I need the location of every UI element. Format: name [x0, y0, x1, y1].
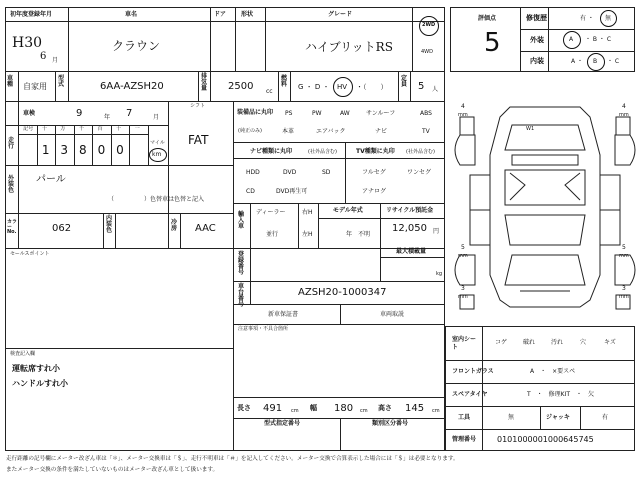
length-value: 491	[263, 403, 283, 414]
mileage-digit-header: 千	[79, 126, 85, 132]
ext-color-value: パール	[36, 174, 66, 185]
repair-label: 修復歴	[526, 14, 547, 22]
fuel-options: G ・ D ・	[298, 83, 330, 91]
inspection-month-unit: 月	[153, 114, 160, 121]
color-no-label: カラーNo.	[7, 219, 18, 235]
model-label: 型式	[58, 75, 65, 88]
chassis-value: AZSH20-1000347	[298, 287, 387, 298]
equipment-option: ABS	[420, 110, 432, 117]
month-unit: 月	[52, 57, 59, 64]
interior-sheet-item: 破れ	[523, 339, 536, 346]
diagram-num-tl: 4	[461, 103, 465, 110]
interior-sheet-item: 汚れ	[551, 339, 564, 346]
mileage-digit-header: 万	[60, 126, 66, 132]
control-label: 管理番号	[452, 436, 477, 443]
width-label: 幅	[310, 404, 317, 412]
length-label: 長さ	[237, 404, 251, 412]
import-right: 右H	[302, 209, 313, 216]
length-unit: cm	[291, 408, 299, 414]
import-left: 左H	[302, 231, 313, 238]
equipment-option: ナビ	[375, 128, 388, 135]
score-value: 5	[484, 28, 501, 58]
exterior-options: ・ B ・ C	[585, 36, 612, 43]
shift-label: シフト	[190, 103, 206, 109]
category-no: 類別区分番号	[372, 420, 409, 427]
ac-value: AAC	[195, 223, 216, 234]
interior-color-label: 内装色	[106, 215, 113, 234]
shape-label: 形状	[241, 11, 254, 18]
width-unit: cm	[360, 408, 368, 414]
ext-color-note: （ ）色替車は色替と記入	[108, 196, 205, 203]
new-warranty: 新車保証書	[268, 311, 299, 318]
interior-label: 内装	[530, 57, 544, 65]
interior-sheet-item: コゲ	[495, 339, 508, 346]
mileage-label: 走行	[8, 137, 15, 150]
diagram-unit-mr: mm	[619, 253, 629, 259]
car-name: クラウン	[112, 39, 161, 53]
interior-post: ・ C	[607, 58, 620, 65]
interior-sheet-label: 室内シート	[452, 336, 477, 351]
reg-month: 6	[40, 51, 47, 62]
diagram-unit-tl: mm	[458, 112, 468, 118]
model-year-label: モデル年式	[333, 207, 363, 214]
ac-label: 冷房	[171, 219, 178, 232]
ext-color-label: 外装色	[8, 175, 15, 194]
color-no-value: 062	[52, 223, 72, 234]
reg-year-label: 初年度登録年月	[10, 11, 53, 18]
displacement: 2500	[228, 81, 254, 92]
nav-option: CD	[246, 188, 255, 195]
recycle-unit: 円	[433, 228, 440, 235]
diagram-unit-tr: mm	[619, 112, 629, 118]
diagram-num-ml: 5	[461, 244, 465, 251]
interior-sheet-item: キズ	[604, 339, 616, 346]
model-year-value: 年 不明	[346, 231, 371, 238]
interior-selected: B	[593, 58, 598, 65]
nav-option: HDD	[246, 169, 260, 176]
equipment-option: エアバック	[316, 128, 346, 135]
jack-value: 有	[602, 414, 609, 421]
footer-line2: またメーター交換の条件を満たしていないものはメーター改ざん車として扱います。	[6, 467, 219, 473]
repair-options: 有 ・	[580, 15, 594, 22]
diagram-unit-ml: mm	[458, 253, 468, 259]
control-value: 0101000001000645745	[497, 435, 594, 444]
front-glass-label: フロントガラス	[452, 368, 494, 375]
exterior-label: 外装	[530, 36, 544, 44]
badge-4wd: 4WD	[421, 49, 433, 55]
car-diagram	[450, 95, 640, 320]
interior-pre: A ・	[571, 58, 584, 65]
height-unit: cm	[432, 408, 440, 414]
height-value: 145	[405, 403, 425, 414]
capacity-unit: 人	[432, 86, 439, 93]
spare-tire-options: T ・ 修理KIT ・ 欠	[527, 391, 595, 398]
car-name-label: 車名	[125, 11, 138, 18]
sales-point-label: セールスポイント	[10, 251, 50, 257]
inspection-label: 車検	[23, 110, 36, 117]
manual: 車両取説	[380, 311, 405, 318]
nav-option: DVD	[283, 169, 297, 176]
shift-value: FAT	[188, 133, 209, 147]
nav-sub: (社外品含む)	[308, 149, 337, 155]
tv-option: ワンセグ	[407, 169, 432, 176]
fuel-selected: HV	[337, 83, 348, 91]
diagram-unit-bl: mm	[458, 294, 468, 300]
recycle-label: リサイクル預託金	[386, 207, 434, 214]
capacity-label: 定員	[401, 75, 408, 88]
tv-option: フルセグ	[362, 169, 386, 176]
front-glass-options: A ・ ×要スペ	[530, 368, 576, 375]
equipment-label: 装備品に丸印	[237, 109, 274, 116]
diagram-num-bl: 3	[461, 285, 465, 292]
reg-year: H30	[12, 35, 43, 51]
mileage-digit: 8	[79, 143, 87, 157]
recycle-value: 12,050	[392, 223, 427, 234]
equipment-option: PW	[312, 110, 322, 117]
usage: 自家用	[23, 82, 47, 91]
mileage-digit: 1	[41, 143, 50, 157]
diagram-num-br: 3	[622, 285, 626, 292]
equipment-option: サンルーフ	[366, 110, 396, 117]
exterior-selected: A	[569, 36, 574, 43]
equipment-option: AW	[340, 110, 350, 117]
equipment-sub: (純正のみ)	[238, 128, 262, 134]
grade: ハイブリットRS	[305, 40, 393, 54]
height-label: 高さ	[378, 404, 392, 412]
chassis-label: 車台番号	[238, 283, 245, 308]
door-label: ドア	[214, 11, 226, 18]
tv-option: アナログ	[362, 188, 387, 195]
diagram-unit-br: mm	[619, 294, 629, 300]
inspector-line2: ハンドルすれ小	[12, 379, 68, 388]
usage-label: 車種	[7, 75, 14, 88]
badge-2wd: 2WD	[422, 22, 436, 28]
inspection-year-unit: 年	[104, 114, 111, 121]
nav-label: ナビ種類に丸印	[250, 148, 293, 155]
import-parallel: 並行	[266, 231, 279, 238]
tools-label: 工具	[458, 414, 471, 421]
repair-selected: 無	[605, 15, 612, 22]
mileage-digit-header: 十	[116, 126, 122, 132]
mile-label: マイル	[150, 140, 165, 146]
interior-sheet-item: 穴	[580, 339, 587, 346]
footer-line1: 走行距離の記号欄にメーター改ざん車は「＊」、メーター交換車は「＄」、走行不明車は「＃」を記入してください。メーター交換で合算表示した場合には「＄」は必要となります。	[6, 456, 459, 462]
spare-tire-label: スペアタイヤ	[452, 391, 488, 398]
max-load-label: 最大積載量	[396, 248, 427, 255]
cc-unit: cc	[266, 88, 273, 95]
width-value: 180	[334, 403, 354, 414]
jack-label: ジャッキ	[546, 414, 570, 421]
diagram-num-mr: 5	[622, 244, 626, 251]
tv-label: TV種類に丸印	[356, 148, 395, 155]
grade-label: グレード	[328, 11, 353, 18]
tv-sub: (社外品含む)	[406, 149, 435, 155]
diagram-w1: W1	[526, 126, 535, 132]
model: 6AA-AZSH20	[100, 81, 164, 92]
mileage-digit-header: 一	[134, 126, 140, 132]
capacity: 5	[418, 81, 425, 92]
max-load-unit: kg	[436, 271, 443, 277]
inspection-year: 9	[76, 108, 83, 119]
displacement-label: 排気量	[201, 73, 208, 92]
score-label: 評価点	[478, 15, 497, 22]
mileage-digit-header: 百	[97, 126, 103, 132]
import-label: 輸入車	[238, 211, 245, 230]
equipment-option: 本革	[282, 128, 295, 135]
type-designation: 型式指定番号	[264, 420, 301, 427]
mileage-digit: 0	[116, 143, 124, 157]
fuel-label: 燃料	[281, 75, 288, 88]
mileage-digit-header: 記号	[23, 126, 34, 132]
reg-number-label: 登録番号	[238, 251, 245, 276]
notes-label: 注意事項・不具合箇所	[238, 326, 289, 332]
mileage-digit-header: 十	[41, 126, 47, 132]
tools-value: 無	[508, 414, 515, 421]
nav-option: DVD再生可	[276, 188, 308, 195]
equipment-option: PS	[285, 110, 293, 117]
mileage-digit: 0	[97, 143, 106, 157]
km-label: km	[152, 151, 162, 158]
diagram-num-tr: 4	[622, 103, 626, 110]
inspection-month: 7	[126, 108, 133, 119]
equipment-option: TV	[422, 128, 430, 135]
fuel-other: ・（ ）	[356, 83, 388, 91]
import-dealer: ディーラー	[256, 209, 286, 216]
mileage-digit: 3	[60, 143, 69, 157]
nav-option: SD	[322, 169, 331, 176]
inspector-line1: 運転席すれ小	[12, 364, 60, 373]
inspector-label: 検査記入欄	[10, 351, 36, 357]
